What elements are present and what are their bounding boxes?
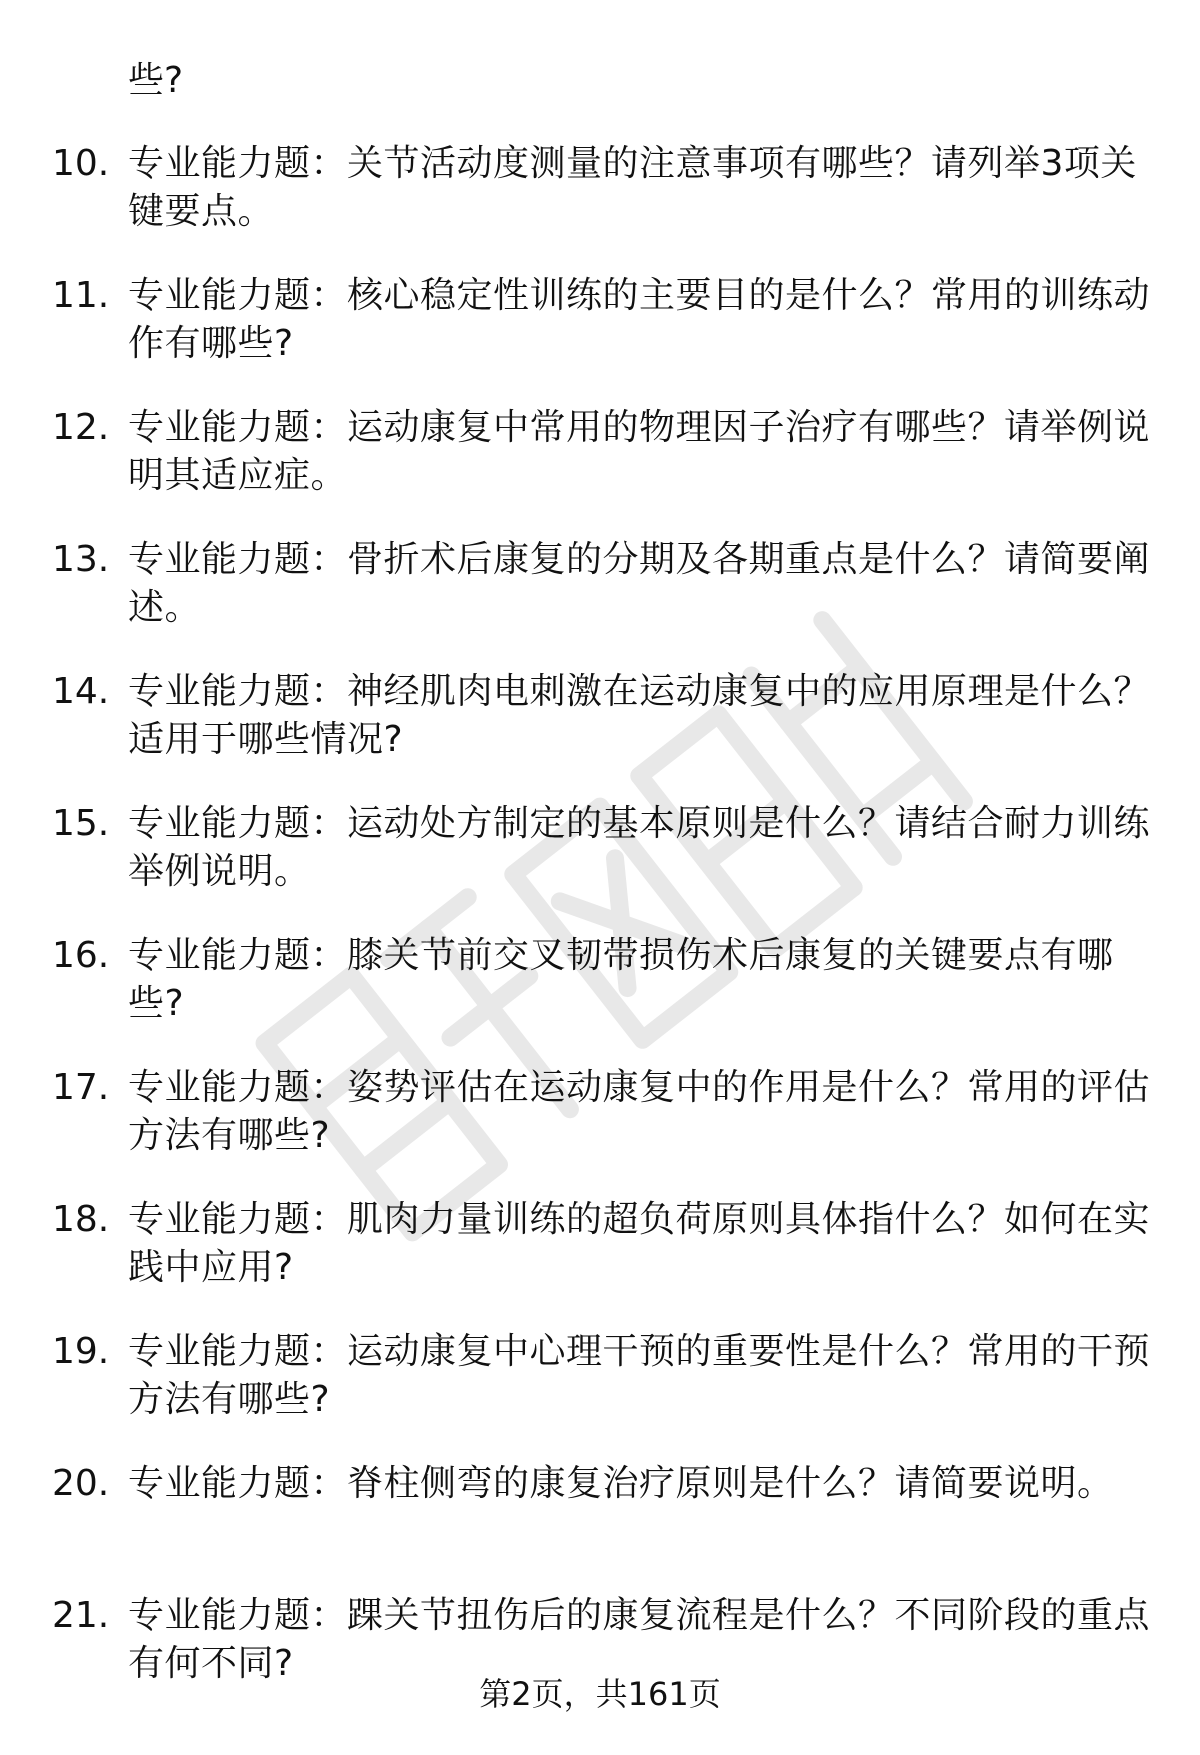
question-number: 10. [52,143,110,184]
question-text: 专业能力题：运动康复中心理干预的重要性是什么？常用的干预方法有哪些? [128,1331,1151,1420]
question-number: 21. [52,1595,110,1636]
question-number: 14. [52,671,110,712]
question-item [0,668,1200,800]
question-item [0,272,1200,404]
question-text: 专业能力题：运动康复中常用的物理因子治疗有哪些？请举例说明其适应症。 [128,407,1151,496]
question-number: 20. [52,1463,110,1504]
question-item [0,1460,1200,1592]
question-item [0,404,1200,536]
continuation-text: 些? [128,60,184,101]
question-list [0,140,1200,1724]
question-number: 13. [52,539,110,580]
question-text: 专业能力题：膝关节前交叉韧带损伤术后康复的关键要点有哪些? [128,935,1114,1024]
question-text: 专业能力题：核心稳定性训练的主要目的是什么？常用的训练动作有哪些? [128,275,1151,364]
question-number: 18. [52,1199,110,1240]
question-text: 专业能力题：运动处方制定的基本原则是什么？请结合耐力训练举例说明。 [128,803,1151,892]
question-text: 专业能力题：肌肉力量训练的超负荷原则具体指什么？如何在实践中应用? [128,1199,1151,1288]
question-number: 16. [52,935,110,976]
question-text: 专业能力题：踝关节扭伤后的康复流程是什么？不同阶段的重点有何不同? [128,1595,1151,1684]
question-item [0,536,1200,668]
question-item [0,1196,1200,1328]
question-item [0,932,1200,1064]
question-item [0,1064,1200,1196]
question-text: 专业能力题：姿势评估在运动康复中的作用是什么？常用的评估方法有哪些? [128,1067,1151,1156]
question-item [0,1328,1200,1460]
question-number: 17. [52,1067,110,1108]
question-text: 专业能力题：关节活动度测量的注意事项有哪些？请列举3项关键要点。 [128,143,1137,232]
question-number: 11. [52,275,110,316]
question-text: 专业能力题：神经肌肉电刺激在运动康复中的应用原理是什么？适用于哪些情况? [128,671,1151,760]
question-text: 专业能力题：骨折术后康复的分期及各期重点是什么？请简要阐述。 [128,539,1151,628]
question-number: 12. [52,407,110,448]
question-number: 19. [52,1331,110,1372]
page-indicator: 第2页，共161页 [479,1675,721,1713]
question-text: 专业能力题：脊柱侧弯的康复治疗原则是什么？请简要说明。 [128,1463,1114,1504]
question-item [0,140,1200,272]
question-number: 15. [52,803,110,844]
question-item [0,800,1200,932]
